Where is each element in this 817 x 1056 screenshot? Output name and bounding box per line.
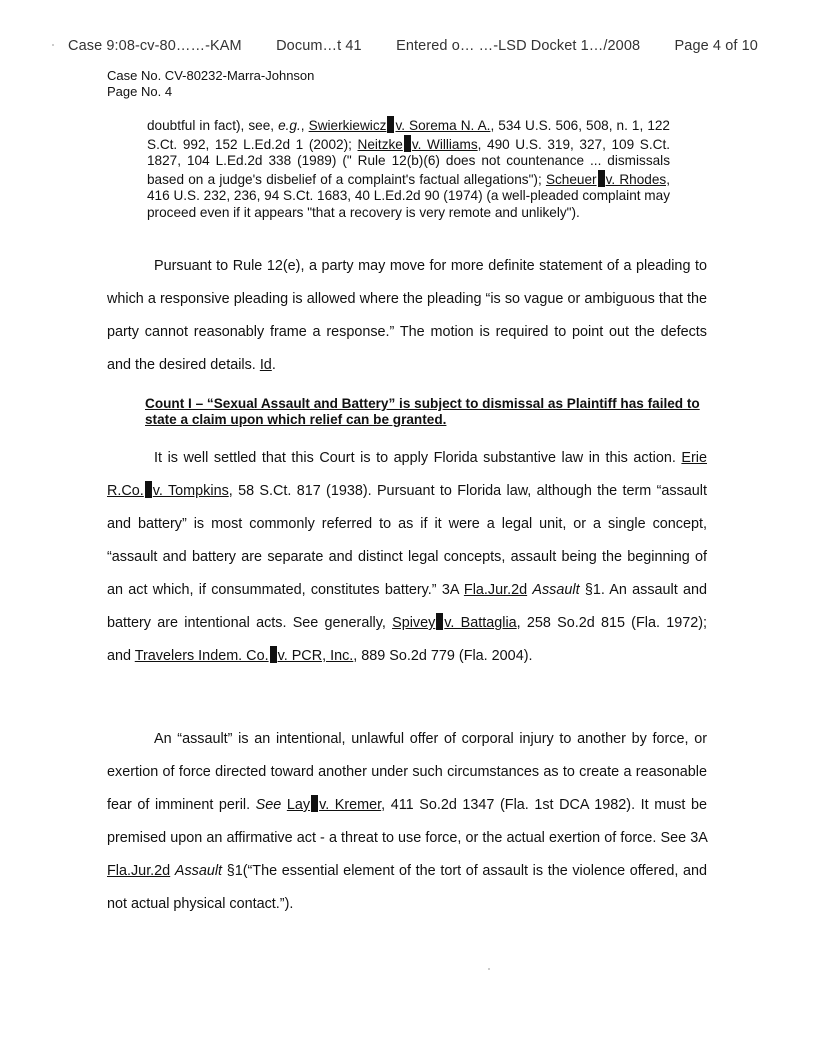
citation-party: v. Tompkins [152,483,229,499]
redaction-mark [270,646,277,663]
text-italic: Assault [174,863,223,879]
citation-party: v. Sorema N. A. [395,118,491,133]
citation-party: v. Rhodes, [605,171,670,187]
citation-party: v. Williams [411,136,478,152]
text: , 411 So.2d 1347 (Fla. 1st DCA 1982). It must be premised upon an affirmative act - a threat to use force, or the actual exertion of force. See 3A [107,797,707,846]
citation [309,118,491,133]
citation-source: Fla.Jur.2d [463,582,528,598]
citation-party: Neitzke [357,136,403,152]
caption-block [107,68,314,100]
redaction-mark [436,613,443,630]
scan-speck [52,44,54,46]
entered-docket: Entered o… …-LSD Docket 1…/2008 [396,38,641,54]
section-heading-count-1: Count I – “Sexual Assault and Battery” is subject to dismissal as Plaintiff has failed to state a claim upon which relief can be granted. [145,396,700,427]
page-count: Page 4 of 10 [674,38,758,54]
text: Pursuant to Rule 12(e), a party may move for more definite statement of a pleading to which a responsive pleading is allowed where the pleading “is so vague or ambiguous that the party cannot reasonably frame a response.” The motion is required to point out the defects and the desired details. [107,258,707,373]
paragraph-assault-definition [107,723,707,921]
citation-party: v. Kremer [319,797,382,813]
paragraph-florida-law [107,442,707,673]
case-number: Case 9:08-cv-80……-KAM [68,38,242,54]
text: , 258 So.2d 815 (Fla. 1972); and [107,615,707,664]
citation-source: Fla.Jur.2d [107,863,171,879]
text-italic: See [255,797,282,813]
text: , 889 So.2d 779 (Fla. 2004). [353,648,533,664]
text: doubtful in fact), see, [147,118,279,133]
text: , 534 U.S. 506, 508, n. 1, 122 S.Ct. 992, 152 L.Ed.2d 1 (2002); [147,118,670,152]
text: 416 U.S. 232, 236, 94 S.Ct. 1683, 40 L.Ed.2d 90 (1974) (a well-pleaded complaint may proceed even if it appears "that a recovery is very remote and unlikely"). [147,188,670,220]
redaction-mark [311,795,318,812]
citation [287,797,381,813]
text: §1(“The essential element of the tort of assault is the violence offered, and not actual physical contact.”). [107,863,707,912]
scan-speck [488,968,490,970]
caption-case-no: Case No. CV-80232-Marra-Johnson [107,68,315,83]
citation [135,648,354,664]
text: , 490 U.S. 319, 327, 109 S.Ct. 1827, 104 L.Ed.2d 338 (1989) (" Rule 12(b)(6) does not countenance ... dismissals based on a judge's disbelief of a complaint's factual allegations"); [147,136,670,187]
citation-party: v. PCR, Inc. [277,648,354,664]
citation-party: Erie R.Co. [107,450,707,499]
ecf-filing-header [68,38,758,54]
text: It is well settled that this Court is to apply Florida substantive law in this action. [154,450,682,466]
redaction-mark [404,135,411,152]
paragraph-rule-12e [107,250,707,382]
citation-id: Id [259,357,272,373]
citation [392,615,517,631]
citation-party: Travelers Indem. Co. [134,648,269,664]
citation [358,137,478,152]
citation-party: Lay [286,797,311,813]
text: , 58 S.Ct. 817 (1938). Pursuant to Florida law, although the term “assault and battery” is most commonly referred to as if it were a legal unit, or a single concept, “assault and battery are separate and distinct legal concepts, assault being the beginning of an act which, if consummated, constitutes battery.” 3A [107,483,707,598]
caption-page-no: Page No. 4 [107,84,173,99]
text-italic: e.g. [278,118,301,133]
citation [546,172,670,187]
text: , [300,118,309,133]
text: An “assault” is an intentional, unlawful offer of corporal injury to another by force, or exertion of force directed toward another under such circumstances as to create a reasonable fear of imminent peril. [107,731,707,813]
block-quote [147,116,670,222]
citation-party: v. Battaglia [444,615,517,631]
citation-party: Swierkiewicz [308,118,387,133]
citation-party: Spivey [392,615,436,631]
redaction-mark [145,481,152,498]
redaction-mark [598,170,605,187]
text-italic: Assault [532,582,580,598]
text: §1. An assault and battery are intentional acts. See generally, [107,582,708,631]
text: . [271,357,276,373]
redaction-mark [387,116,394,133]
citation-party: Scheuer [545,171,597,187]
document-number: Docum…t 41 [276,38,362,54]
